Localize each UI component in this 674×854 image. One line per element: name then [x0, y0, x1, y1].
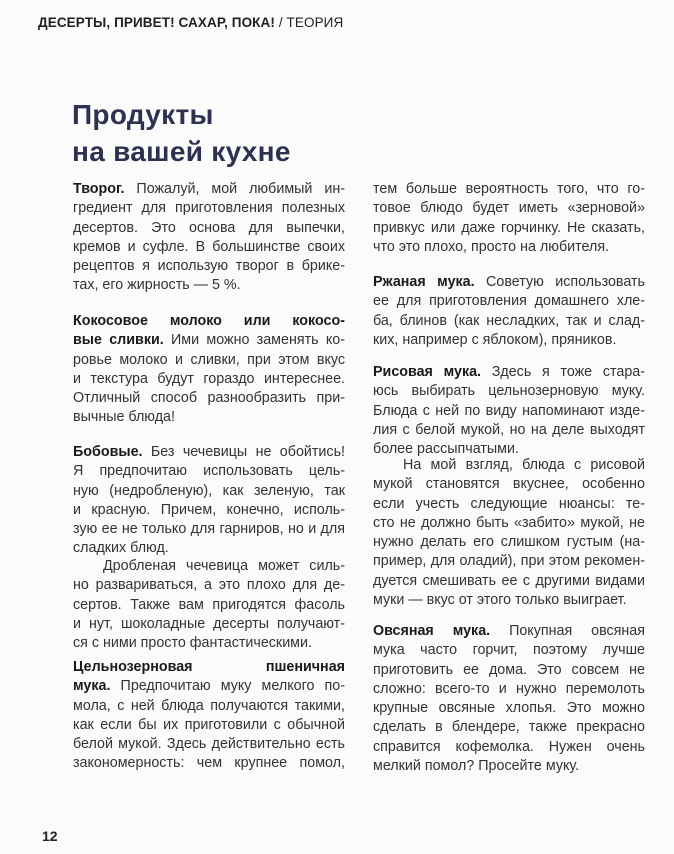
line-text: ровье молоко и сливки, при этом вкус	[73, 351, 345, 368]
line-text: зую ее не только для гарниров, но и для	[73, 521, 345, 538]
line-text: закономерность: чем крупнее помол,	[73, 755, 345, 772]
paragraph	[73, 312, 345, 428]
line-text: Покупная овсяная	[490, 623, 645, 639]
paragraph	[73, 658, 345, 774]
line-text: мукой становятся вкуснее, особенно	[373, 476, 645, 493]
line-text: нужно делать его слишком густым (на-	[373, 534, 645, 551]
text-line	[373, 552, 645, 571]
term-heading: Кокосовое молоко или кокосо-	[73, 313, 345, 329]
line-text: приготовить ее дома. Это совсем не	[373, 661, 645, 678]
line-text: Ими можно заменять ко-	[163, 332, 345, 349]
text-line	[373, 738, 645, 757]
line-text: тах, его жирность — 5 %.	[73, 277, 241, 294]
text-line	[73, 501, 345, 520]
line-text: дуется смешивать ее с другими видами	[373, 572, 645, 589]
text-line	[73, 462, 345, 481]
line-text: Советую использовать	[474, 274, 645, 290]
text-line	[373, 421, 645, 440]
text-line	[73, 257, 345, 276]
text-line	[373, 718, 645, 737]
line-text: если учесть следующие нюансы: те-	[373, 495, 645, 512]
text-line	[373, 456, 645, 475]
text-line	[373, 382, 645, 401]
line-text: мука часто горчит, поэтому лучше	[373, 642, 645, 659]
line-text: Блюда с ней по виду напоминают изде-	[373, 402, 645, 419]
line-text: Пожалуй, мой любимый ин-	[124, 181, 345, 197]
line-text: и красную. Причем, конечно, исполь-	[73, 501, 345, 518]
line-text: муки — вкус от этого только выиграет.	[373, 592, 627, 609]
line-text: как если бы их приготовили с обычной	[73, 716, 345, 733]
line-text: рецептов я использую творог в брике-	[73, 258, 345, 275]
text-line	[373, 514, 645, 533]
page-title-line: на вашей кухне	[72, 136, 291, 167]
line-text: ких, например с яблоком), пряников.	[373, 331, 617, 348]
text-line	[73, 658, 345, 677]
line-text: и нут, шоколадные десерты получают-	[73, 615, 345, 632]
term-heading: Овсяная мука.	[373, 623, 491, 639]
text-line	[73, 576, 345, 595]
line-text: белой мукой. Здесь действительно есть	[73, 736, 345, 753]
text-line	[73, 716, 345, 735]
text-line	[73, 754, 345, 773]
paragraph	[73, 180, 345, 296]
line-text: Без чечевицы не обойтись!	[142, 444, 345, 460]
term-heading: мука.	[73, 678, 111, 695]
term-heading: Цельнозерновая пшеничная	[73, 659, 345, 675]
line-text: ба, блинов (как несладких, так и слад-	[373, 312, 645, 329]
text-line	[373, 591, 645, 610]
text-line	[373, 331, 645, 350]
paragraph	[373, 363, 645, 459]
book-title: ДЕСЕРТЫ, ПРИВЕТ! САХАР, ПОКА!	[38, 15, 275, 30]
line-text: Здесь я тоже стара-	[481, 364, 645, 380]
text-line	[73, 677, 345, 696]
line-text: гредиент для приготовления полезных	[73, 200, 345, 217]
text-line	[373, 680, 645, 699]
text-line	[73, 634, 345, 653]
text-line	[73, 238, 345, 257]
line-text: лия с белой мукой, но на деле выходят	[373, 421, 645, 438]
line-text: привкус или даже горчинку. Не сказать,	[373, 219, 645, 236]
line-text: и текстура будут гораздо интереснее.	[73, 370, 345, 387]
text-line	[73, 219, 345, 238]
line-text: юсь выбирать цельнозерновую муку.	[373, 383, 645, 400]
text-line	[373, 572, 645, 591]
line-text: Дробленая чечевица может силь-	[103, 558, 345, 574]
text-line	[373, 475, 645, 494]
line-text: товое блюдо будет иметь «зерновой»	[373, 200, 645, 217]
text-line	[73, 482, 345, 501]
line-text: сто не должно быть «забито» мукой, не	[373, 514, 645, 531]
line-text: тем больше вероятность того, что го-	[373, 181, 645, 197]
line-text: сертов. Также вам пригодятся фасоль	[73, 596, 345, 613]
line-text: сложно: всего-то и нужно перемолоть	[373, 680, 645, 697]
paragraph	[373, 273, 645, 350]
line-text: мола, с ней блюда получаются такими,	[73, 697, 345, 714]
page-number: 12	[42, 828, 58, 844]
line-text: более рассыпчатыми.	[373, 441, 519, 458]
term-heading: Бобовые.	[73, 444, 143, 460]
text-line	[373, 661, 645, 680]
line-text: пример, для оладий), при этом рекомен-	[373, 553, 645, 570]
text-line	[73, 443, 345, 462]
text-line	[373, 757, 645, 776]
text-line	[373, 180, 645, 199]
text-line	[373, 699, 645, 718]
text-line	[73, 596, 345, 615]
text-line	[73, 389, 345, 408]
text-line	[73, 408, 345, 427]
text-line	[73, 735, 345, 754]
paragraph	[373, 622, 645, 776]
text-line	[373, 533, 645, 552]
line-text: сладких блюд.	[73, 540, 169, 557]
text-line	[73, 312, 345, 331]
paragraph	[373, 180, 645, 257]
text-line	[373, 273, 645, 292]
text-line	[73, 351, 345, 370]
text-line	[73, 539, 345, 558]
text-line	[73, 615, 345, 634]
text-line	[73, 370, 345, 389]
paragraph	[73, 557, 345, 653]
paragraph	[73, 443, 345, 559]
text-line	[73, 276, 345, 295]
line-text: ную (недробленую), как зеленую, так	[73, 482, 345, 499]
line-text: сделать в блендере, также прекрасно	[373, 719, 645, 736]
text-line	[73, 180, 345, 199]
line-text: Я предпочитаю использовать цель-	[73, 463, 345, 480]
text-line	[373, 238, 645, 257]
text-line	[373, 622, 645, 641]
text-line	[73, 557, 345, 576]
line-text: десертов. Это основа для выпечки,	[73, 219, 345, 236]
line-text: справится кофемолка. Нужен очень	[373, 738, 645, 755]
text-line	[73, 520, 345, 539]
text-line	[373, 402, 645, 421]
line-text: Отличный способ разнообразить при-	[73, 390, 345, 407]
term-heading: Ржаная мука.	[373, 274, 475, 290]
line-text: вычные блюда!	[73, 409, 175, 426]
paragraph	[373, 456, 645, 610]
section-name: / ТЕОРИЯ	[274, 15, 344, 30]
line-text: ся с ними просто фантастическими.	[73, 635, 312, 652]
line-text: ее для приготовления домашнего хле-	[373, 293, 645, 310]
line-text: но развариваться, а это плохо для де-	[73, 577, 345, 594]
text-line	[373, 641, 645, 660]
text-line	[373, 312, 645, 331]
line-text: На мой взгляд, блюда с рисовой	[403, 457, 645, 473]
term-heading: Творог.	[73, 181, 125, 197]
page-title	[72, 96, 291, 170]
text-line	[73, 331, 345, 350]
text-line	[373, 199, 645, 218]
text-line	[373, 363, 645, 382]
line-text: крупные овсяные хлопья. Это можно	[373, 700, 645, 717]
text-line	[373, 219, 645, 238]
text-line	[73, 199, 345, 218]
line-text: что это плохо, просто на любителя.	[373, 238, 610, 255]
page-title-line: Продукты	[72, 99, 214, 130]
line-text: мелкий помол? Просейте муку.	[373, 758, 580, 775]
text-line	[373, 292, 645, 311]
running-header	[38, 15, 343, 30]
term-heading: вые сливки.	[73, 332, 164, 349]
text-line	[373, 495, 645, 514]
line-text: кремов и суфле. В большинстве своих	[73, 238, 345, 255]
line-text: Предпочитаю муку мелкого по-	[110, 678, 345, 695]
term-heading: Рисовая мука.	[373, 364, 482, 380]
text-line	[73, 697, 345, 716]
